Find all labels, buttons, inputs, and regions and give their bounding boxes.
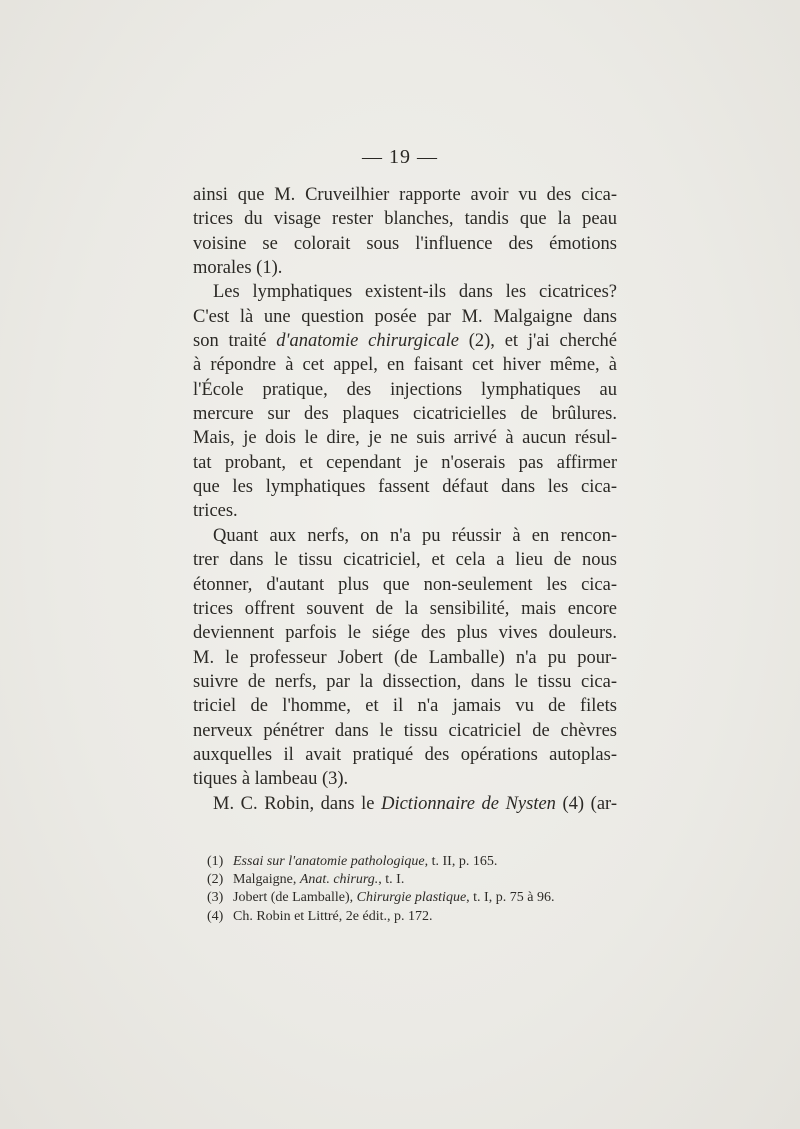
footnote-text: Jobert (de Lamballe), [233,890,357,906]
text-line: voisine se colorait sous l'influence des émotions [193,233,617,254]
footnote-number: (3) [207,890,224,906]
text-line: Mais, je dois le dire, je ne suis arrivé à aucun résul- [193,428,617,449]
text-line: trices offrent souvent de la sensibilité, mais encore [193,598,617,619]
text-line: deviennent parfois le siége des plus vives douleurs. [193,623,617,644]
footnote-title: Anat. chirurg. [299,872,379,888]
italic-title: Dictionnaire de Nysten [381,793,556,814]
line-text: M. C. Robin, dans le [213,793,382,814]
footnote-title: Essai sur l'anatomie pathologique [233,854,425,869]
text-line: l'École pratique, des injections lymphatiques au [193,379,617,400]
text-line: trices. [193,501,238,522]
text-line: C'est là une question posée par M. Malgaigne dans [193,306,617,327]
text-line [193,329,617,353]
text-line: trer dans le tissu cicatriciel, et cela a lieu de nous [193,550,617,571]
footnote [207,889,627,907]
footnote-text: Ch. Robin et Littré, 2e édit., p. 172. [233,908,433,924]
footnote-text: Malgaigne, [233,872,300,888]
text-line [193,792,617,816]
footnote-number: (2) [207,872,224,888]
text-line: à répondre à cet appel, en faisant cet hiver même, à [193,355,617,376]
footnote-text: , t. I. [378,872,405,888]
italic-title: d'anatomie chirurgicale [276,331,459,352]
text-line: mercure sur des plaques cicatricielles de brûlures. [193,404,617,425]
footnote [207,853,627,871]
text-line: suivre de nerfs, par la dissection, dans le tissu cica- [193,671,617,692]
body-text [193,183,617,816]
text-line: tat probant, et cependant je n'oserais pas affirmer [193,452,617,473]
line-text: (2), et j'ai cherché [458,331,617,352]
footnotes [207,853,627,926]
footnote-number: (4) [207,908,224,924]
line-text: (4) (ar- [555,793,618,814]
text-line: nerveux pénétrer dans le tissu cicatriciel de chèvres [193,720,617,741]
text-line: triciel de l'homme, et il n'a jamais vu de filets [193,696,617,717]
text-line: morales (1). [193,258,283,279]
footnote-number: (1) [207,854,224,869]
footnote [207,871,627,889]
text-line: ainsi que M. Cruveilhier rapporte avoir vu des cica- [193,185,617,205]
text-line: trices du visage rester blanches, tandis que la peau [193,209,617,230]
footnote-text: , t. II, p. 165. [424,854,498,869]
text-line: M. le professeur Jobert (de Lamballe) n'a pu pour- [193,647,617,668]
footnote-text: , t. I, p. 75 à 96. [466,890,555,906]
text-line: que les lymphatiques fassent défaut dans les cica- [193,477,617,498]
text-line: tiques à lambeau (3). [193,769,349,790]
page-number: — 19 — [362,146,438,168]
footnote [207,908,627,926]
text-line: Quant aux nerfs, on n'a pu réussir à en rencon- [213,525,617,546]
text-line: étonner, d'autant plus que non-seulement les cica- [193,574,617,595]
footnote-title: Chirurgie plastique [356,890,467,906]
line-text: son traité [193,331,277,352]
text-line: auxquelles il avait pratiqué des opérations autoplas- [193,744,617,765]
text-line: Les lymphatiques existent-ils dans les cicatrices? [213,282,617,303]
